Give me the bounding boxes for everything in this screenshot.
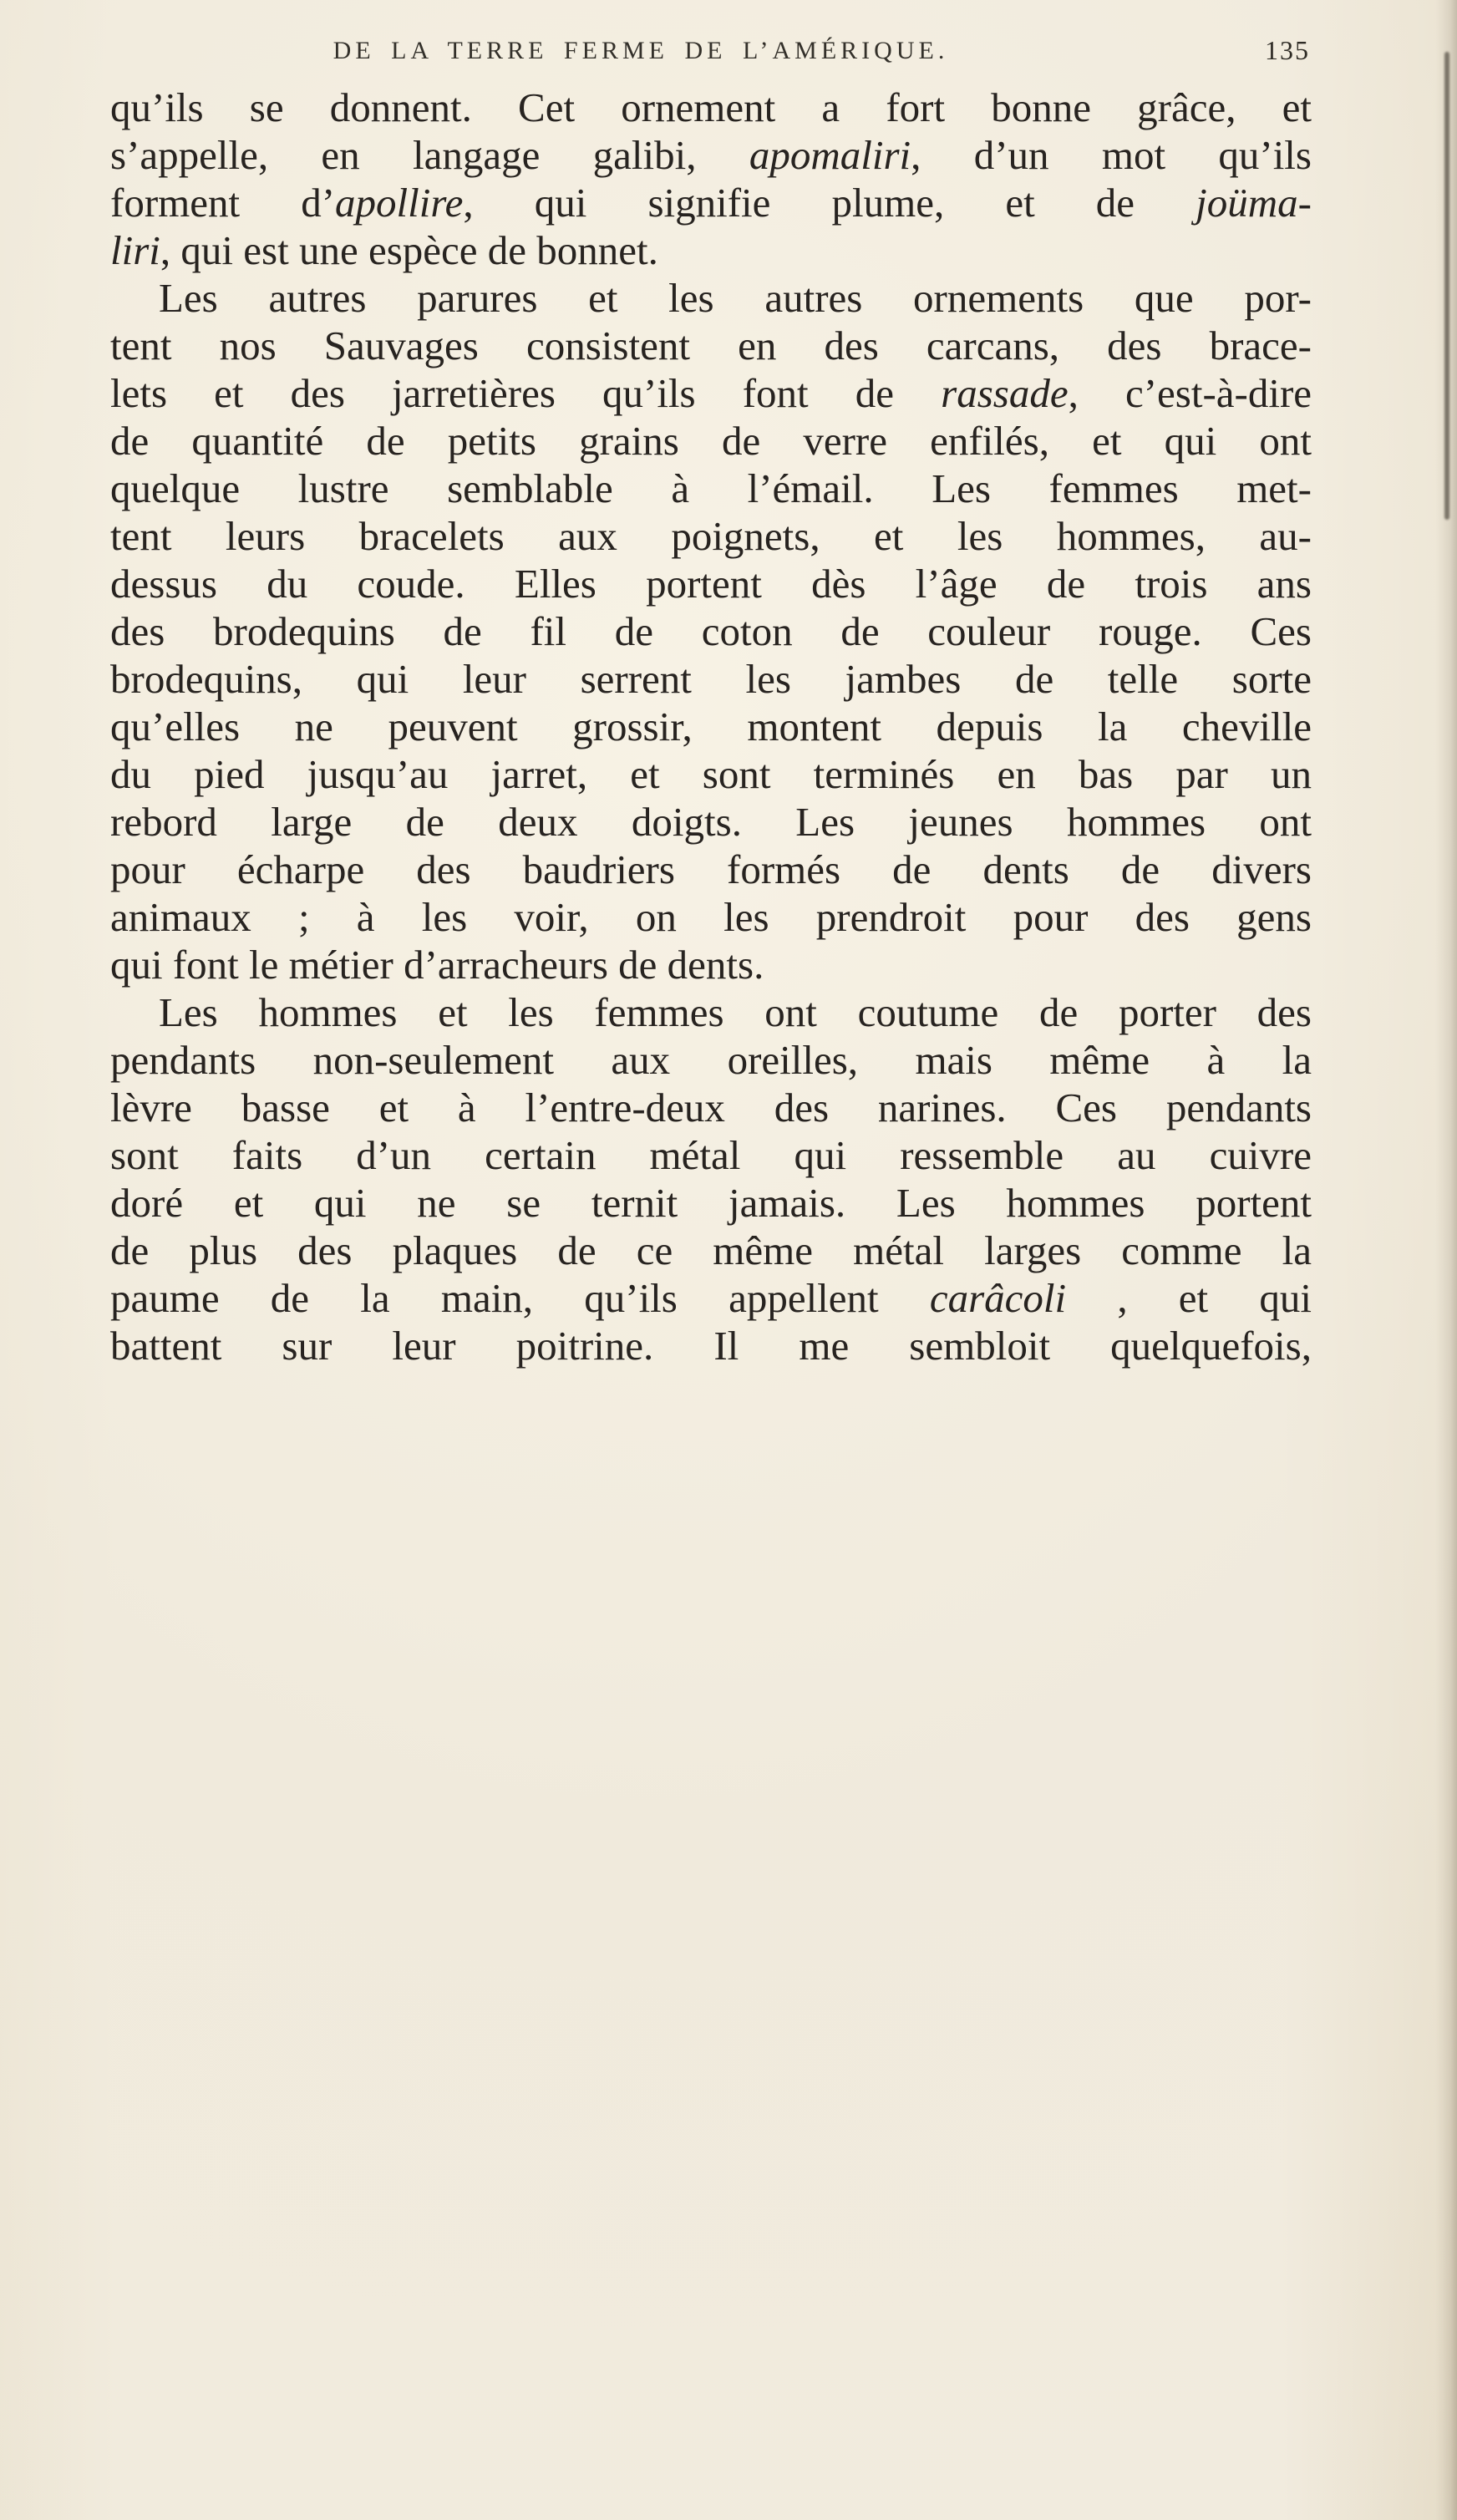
text-run: des brodequins de fil de coton de couleur rouge. Ces [110, 608, 1312, 654]
text-line [110, 607, 1312, 655]
page-text [110, 84, 1312, 1369]
text-run: tent leurs bracelets aux poignets, et les hommes, au- [110, 513, 1312, 559]
text-run: de quantité de petits grains de verre enfilés, et qui ont [110, 418, 1312, 464]
text-line [110, 1274, 1312, 1322]
italic-term: apomaliri [749, 132, 911, 178]
text-run: qu’elles ne peuvent grossir, montent depuis la cheville [110, 704, 1312, 749]
text-run: pour écharpe des baudriers formés de dents de divers [110, 846, 1312, 892]
text-run: Les autres parures et les autres ornements que por- [159, 275, 1312, 321]
text-run: quelque lustre semblable à l’émail. Les femmes met- [110, 465, 1312, 511]
text-run: dessus du coude. Elles portent dès l’âge de trois ans [110, 561, 1312, 607]
text-line [110, 988, 1312, 1036]
text-run: paume de la main, qu’ils appellent [110, 1275, 930, 1321]
text-run: lèvre basse et à l’entre-deux des narines. Ces pendants [110, 1085, 1312, 1130]
text-run: qui font le métier d’arracheurs de dents. [110, 942, 764, 988]
text-line [110, 1227, 1312, 1274]
text-line [110, 798, 1312, 846]
italic-term: joüma- [1196, 180, 1312, 226]
text-line [110, 274, 1312, 322]
text-line [110, 465, 1312, 512]
text-run: qu’ils se donnent. Cet ornement a fort bonne grâce, et [110, 84, 1312, 130]
text-line [110, 655, 1312, 703]
text-line [110, 322, 1312, 369]
text-run: de plus des plaques de ce même métal larges comme la [110, 1227, 1312, 1273]
text-run: rebord large de deux doigts. Les jeunes hommes ont [110, 799, 1312, 845]
text-run: , et qui [1066, 1275, 1312, 1321]
text-run: , qui signifie plume, et de [463, 180, 1196, 226]
text-line [110, 1322, 1312, 1369]
text-run: brodequins, qui leur serrent les jambes de telle sorte [110, 656, 1312, 702]
text-run: pendants non-seulement aux oreilles, mais même à la [110, 1037, 1312, 1083]
text-line [110, 417, 1312, 465]
running-title: DE LA TERRE FERME DE L’AMÉRIQUE. [333, 37, 949, 64]
text-line [110, 369, 1312, 417]
text-line [110, 512, 1312, 560]
text-line [110, 1036, 1312, 1084]
text-run: tent nos Sauvages consistent en des carcans, des brace- [110, 323, 1312, 368]
page-header [110, 35, 1312, 72]
text-run: animaux ; à les voir, on les prendroit pour des gens [110, 894, 1312, 940]
text-run: battent sur leur poitrine. Il me sembloit quelquefois, [110, 1323, 1312, 1369]
italic-term: liri [110, 227, 160, 273]
text-run: Les hommes et les femmes ont coutume de porter des [159, 989, 1312, 1035]
text-line [110, 84, 1312, 131]
text-line [110, 226, 1312, 274]
text-run: doré et qui ne se ternit jamais. Les hommes portent [110, 1180, 1312, 1226]
text-run: , c’est-à-dire [1068, 370, 1312, 416]
text-run: s’appelle, en langage galibi, [110, 132, 749, 178]
italic-term: carâcoli [929, 1275, 1067, 1321]
text-run: lets et des jarretières qu’ils font de [110, 370, 942, 416]
text-run: forment d’ [110, 180, 336, 226]
text-line [110, 846, 1312, 893]
text-line [110, 750, 1312, 798]
text-line [110, 941, 1312, 988]
text-run: , d’un mot qu’ils [911, 132, 1312, 178]
text-run: , qui est une espèce de bonnet. [160, 227, 658, 273]
scan-edge-artifact [1444, 52, 1449, 520]
text-run: du pied jusqu’au jarret, et sont terminés en bas par un [110, 751, 1312, 797]
text-line [110, 179, 1312, 226]
text-line [110, 1084, 1312, 1131]
italic-term: apollire [335, 180, 464, 226]
text-line [110, 893, 1312, 941]
page-number: 135 [1265, 35, 1310, 65]
text-line [110, 131, 1312, 179]
text-run: sont faits d’un certain métal qui ressemble au cuivre [110, 1132, 1312, 1178]
text-line [110, 1131, 1312, 1179]
text-line [110, 1179, 1312, 1227]
italic-term: rassade [941, 370, 1069, 416]
text-line [110, 560, 1312, 607]
text-line [110, 703, 1312, 750]
